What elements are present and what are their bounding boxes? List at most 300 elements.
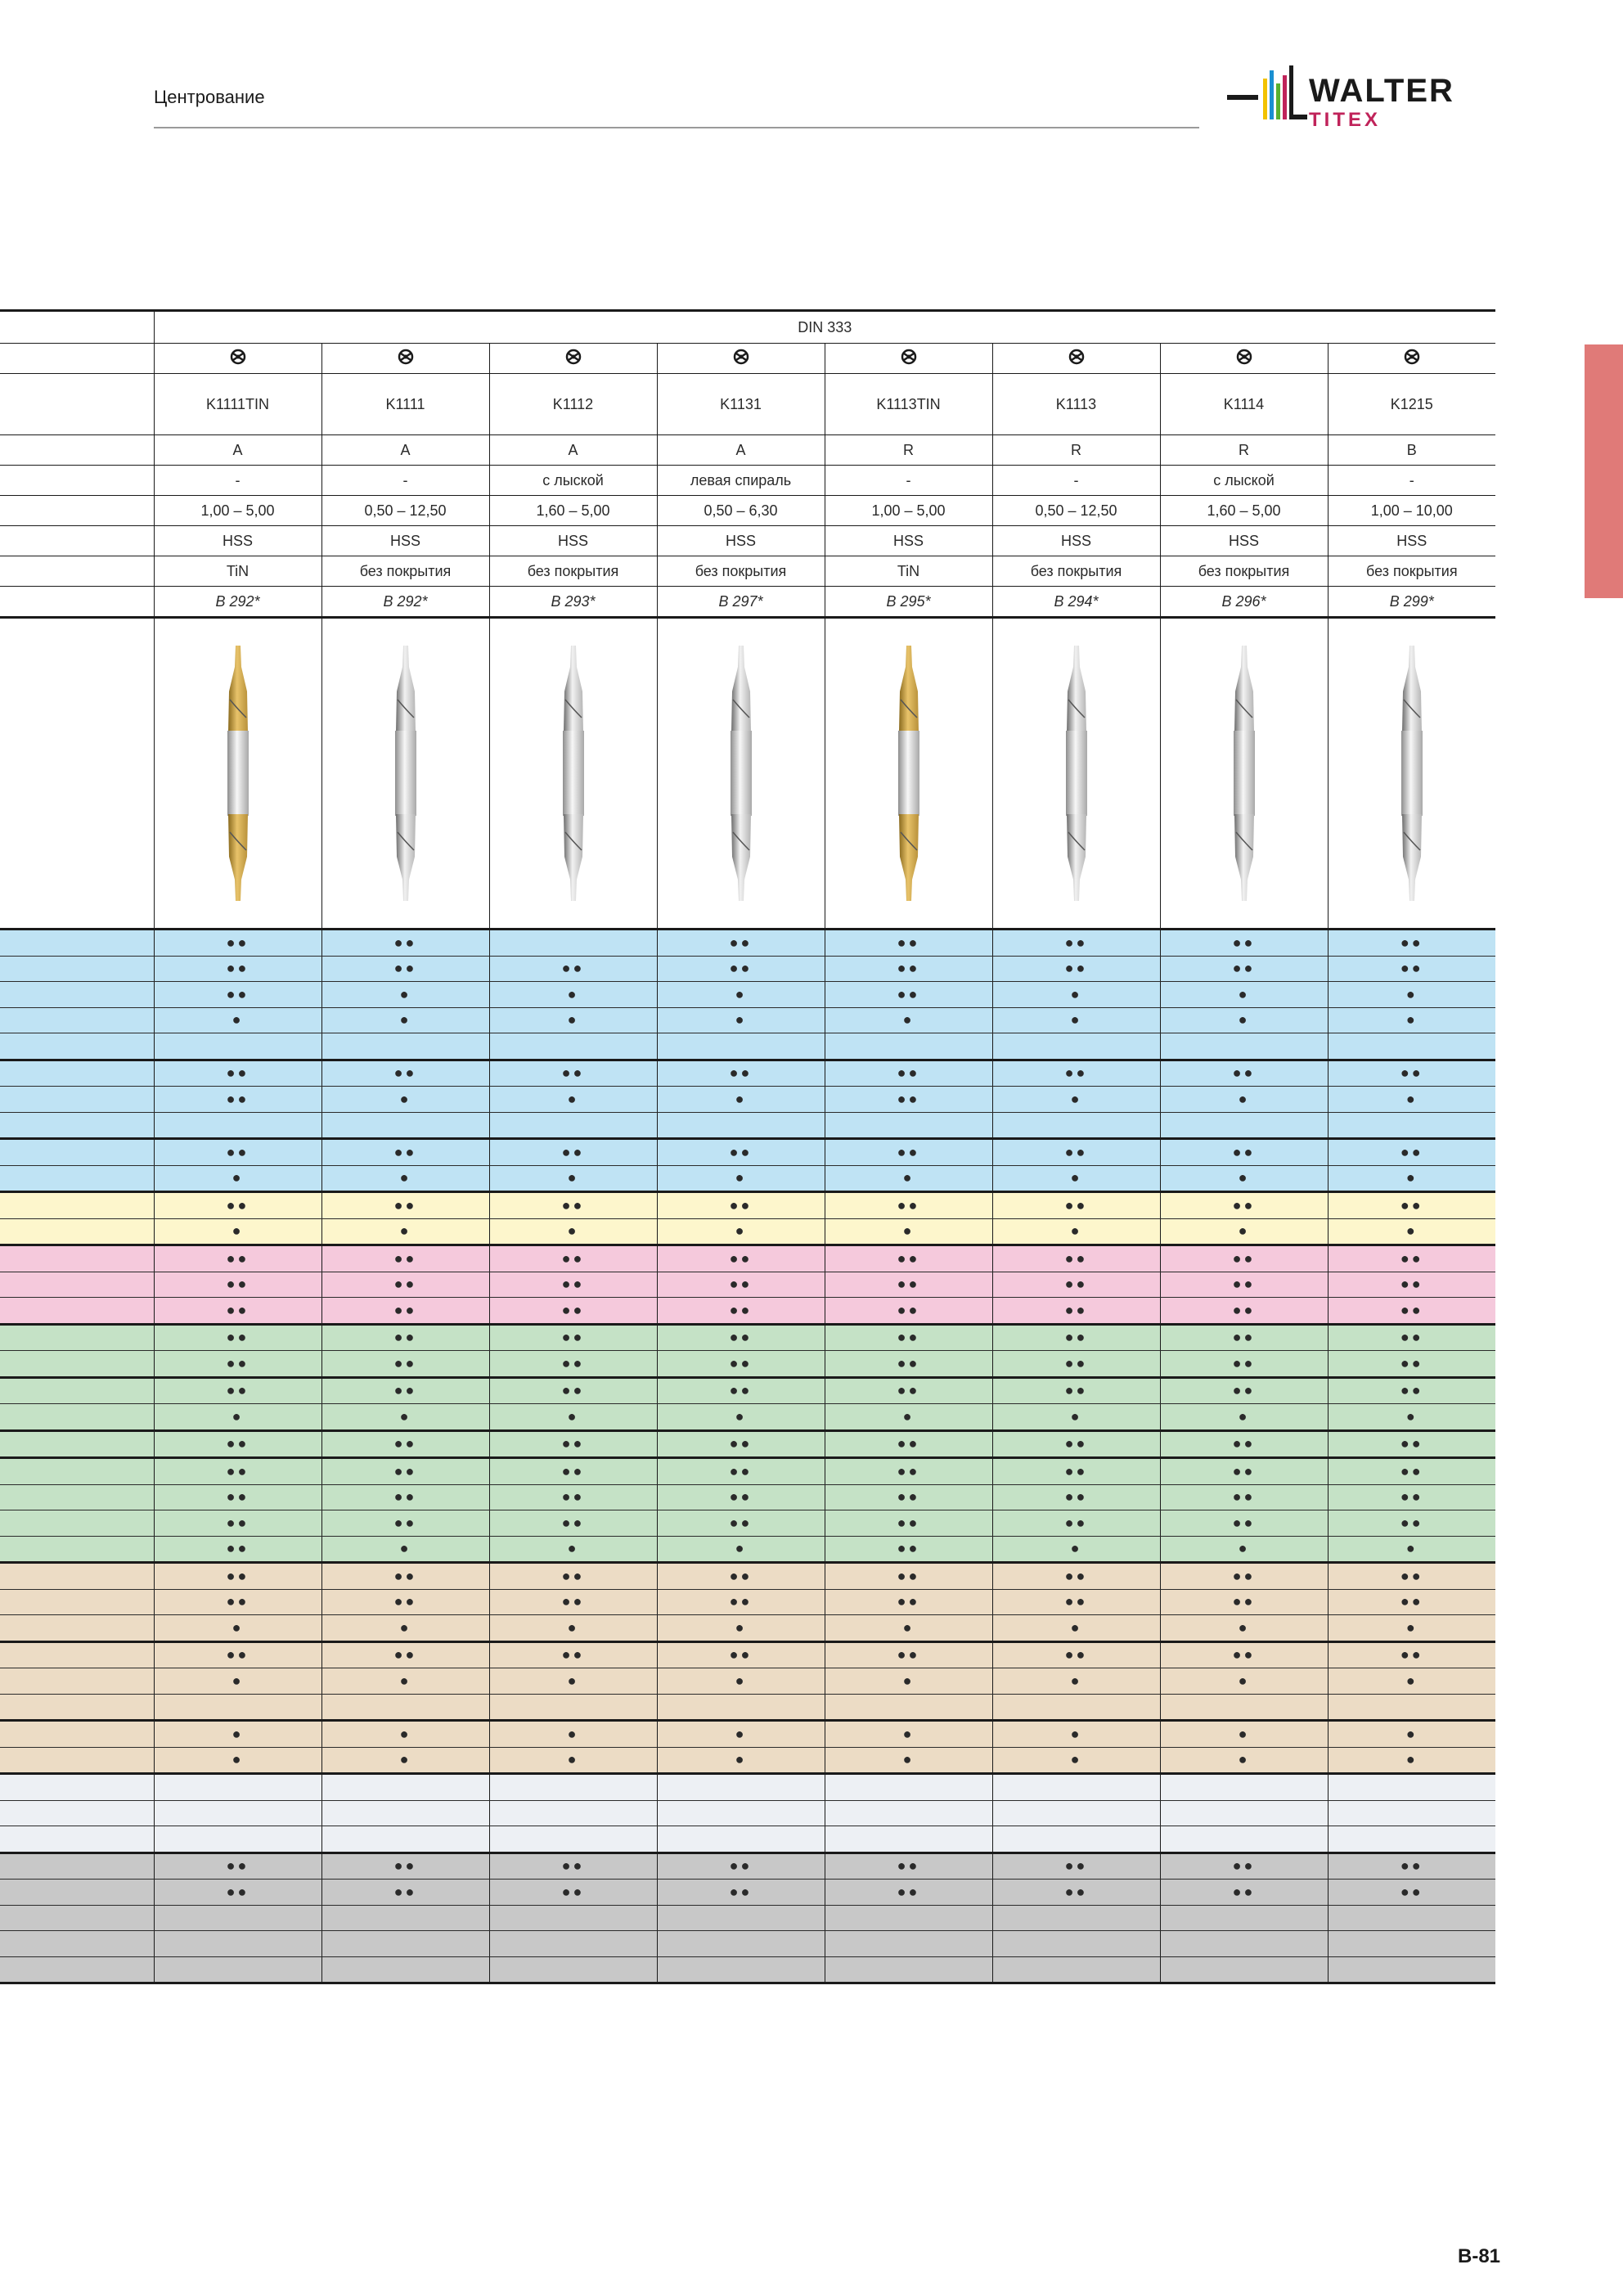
suitability-rating: [1160, 1112, 1328, 1139]
suitability-rating: ●: [1328, 1615, 1495, 1642]
suitability-rating: [1328, 1774, 1495, 1801]
suitability-rating: ●●: [825, 1589, 992, 1615]
material-row: [0, 1377, 1495, 1404]
row-label: [0, 1905, 154, 1931]
suitability-rating: ●: [489, 1404, 657, 1431]
catalog-ref[interactable]: B 299*: [1328, 587, 1495, 618]
suitability-rating: [489, 930, 657, 957]
suitability-rating: [1160, 1826, 1328, 1853]
suitability-rating: ●●: [1328, 1563, 1495, 1590]
material-row: [0, 1245, 1495, 1272]
suitability-rating: [825, 1112, 992, 1139]
material-row: [0, 1139, 1495, 1166]
suitability-rating: ●●: [154, 1324, 321, 1351]
row-label: [0, 1033, 154, 1060]
suitability-rating: [1328, 1905, 1495, 1931]
suitability-rating: ●●: [992, 1641, 1160, 1668]
catalog-ref[interactable]: B 297*: [657, 587, 825, 618]
suitability-rating: ●●: [154, 1060, 321, 1087]
row-label: [0, 1853, 154, 1880]
suitability-rating: [321, 1931, 489, 1957]
diameter-range: 1,60 – 5,00: [1160, 496, 1328, 526]
suitability-rating: ●: [825, 1721, 992, 1748]
drill-type-icon: [564, 349, 582, 365]
suitability-rating: ●●: [657, 1245, 825, 1272]
material-row: [0, 1218, 1495, 1245]
suitability-rating: ●●: [154, 1351, 321, 1378]
section-tab: [1585, 344, 1623, 598]
material-row: [0, 1192, 1495, 1219]
suitability-rating: ●: [1160, 982, 1328, 1008]
suitability-rating: ●●: [489, 1139, 657, 1166]
suitability-rating: [154, 1905, 321, 1931]
suitability-rating: [1328, 1826, 1495, 1853]
tool-material-row: [0, 526, 1495, 556]
suitability-rating: [825, 1774, 992, 1801]
tool-image-cell: [657, 618, 825, 930]
suitability-rating: ●: [154, 1668, 321, 1695]
suitability-rating: ●●: [154, 930, 321, 957]
row-label: [0, 1880, 154, 1906]
suitability-rating: ●●: [992, 1458, 1160, 1485]
suitability-rating: ●: [657, 1007, 825, 1033]
material-row: [0, 956, 1495, 982]
tool-coating: без покрытия: [992, 556, 1160, 587]
suitability-rating: ●●: [154, 1272, 321, 1298]
suitability-rating: ●: [992, 1218, 1160, 1245]
suitability-rating: ●●: [321, 1298, 489, 1325]
suitability-rating: ●●: [825, 1060, 992, 1087]
catalog-ref[interactable]: B 294*: [992, 587, 1160, 618]
suitability-rating: ●●: [657, 1192, 825, 1219]
suitability-rating: [657, 1033, 825, 1060]
center-drill-image: [214, 642, 263, 904]
tool-icon-cell: [489, 344, 657, 374]
suitability-rating: [489, 1931, 657, 1957]
suitability-rating: ●: [489, 982, 657, 1008]
suitability-rating: ●: [657, 982, 825, 1008]
catalog-ref[interactable]: B 295*: [825, 587, 992, 618]
suitability-rating: [657, 1112, 825, 1139]
suitability-rating: ●: [489, 1087, 657, 1113]
material-row: [0, 1087, 1495, 1113]
suitability-rating: ●●: [489, 1880, 657, 1906]
material-row: [0, 1694, 1495, 1721]
suitability-rating: ●●: [825, 982, 992, 1008]
tool-code: K1113TIN: [825, 374, 992, 435]
suitability-rating: ●●: [154, 1510, 321, 1537]
suitability-rating: ●●: [992, 956, 1160, 982]
suitability-rating: [1328, 1800, 1495, 1826]
material-row: [0, 1060, 1495, 1087]
center-drill-image: [717, 642, 766, 904]
material-row: [0, 1033, 1495, 1060]
suitability-rating: [154, 1694, 321, 1721]
catalog-ref[interactable]: B 292*: [321, 587, 489, 618]
material-row: [0, 1589, 1495, 1615]
suitability-rating: [657, 1694, 825, 1721]
suitability-rating: [321, 1956, 489, 1983]
material-row: [0, 1007, 1495, 1033]
suitability-rating: ●●: [992, 1298, 1160, 1325]
suitability-rating: ●●: [489, 1298, 657, 1325]
tool-form-row: [0, 435, 1495, 466]
material-row: [0, 1826, 1495, 1853]
suitability-rating: ●●: [154, 1641, 321, 1668]
suitability-rating: [321, 1905, 489, 1931]
suitability-rating: ●●: [657, 1484, 825, 1510]
material-row: [0, 1774, 1495, 1801]
tool-code: K1111TIN: [154, 374, 321, 435]
row-label: [0, 1218, 154, 1245]
suitability-rating: ●●: [489, 1377, 657, 1404]
suitability-rating: ●●: [1160, 1245, 1328, 1272]
suitability-rating: ●●: [321, 1351, 489, 1378]
tool-code-row: [0, 374, 1495, 435]
suitability-rating: ●: [657, 1536, 825, 1563]
tool-note: левая спираль: [657, 466, 825, 496]
suitability-rating: ●●: [825, 1324, 992, 1351]
catalog-ref[interactable]: B 296*: [1160, 587, 1328, 618]
row-label: [0, 1377, 154, 1404]
suitability-rating: ●●: [992, 1139, 1160, 1166]
tool-image-cell: [154, 618, 321, 930]
row-label: [0, 1721, 154, 1748]
suitability-rating: ●●: [1328, 1641, 1495, 1668]
suitability-rating: [825, 1956, 992, 1983]
suitability-rating: ●●: [321, 1458, 489, 1485]
suitability-rating: ●: [489, 1007, 657, 1033]
suitability-rating: ●●: [489, 1430, 657, 1458]
tool-form: B: [1328, 435, 1495, 466]
suitability-rating: ●●: [154, 1589, 321, 1615]
suitability-rating: ●●: [321, 1377, 489, 1404]
row-label: [0, 1430, 154, 1458]
row-label: [0, 1774, 154, 1801]
suitability-rating: ●: [657, 1721, 825, 1748]
suitability-rating: ●●: [657, 1880, 825, 1906]
suitability-rating: ●●: [489, 1641, 657, 1668]
header-divider: [154, 127, 1199, 128]
suitability-rating: ●●: [825, 956, 992, 982]
suitability-rating: ●●: [825, 1087, 992, 1113]
suitability-rating: ●●: [489, 956, 657, 982]
suitability-rating: ●●: [1160, 1641, 1328, 1668]
suitability-rating: [321, 1774, 489, 1801]
suitability-rating: [1328, 1033, 1495, 1060]
suitability-rating: [825, 1694, 992, 1721]
suitability-rating: [1160, 1774, 1328, 1801]
suitability-rating: [825, 1931, 992, 1957]
walter-titex-logo: [1227, 59, 1505, 137]
material-row: [0, 1668, 1495, 1695]
tool-coating: без покрытия: [1160, 556, 1328, 587]
tool-image-cell: [1328, 618, 1495, 930]
row-label: [0, 1165, 154, 1192]
suitability-rating: ●●: [1328, 1351, 1495, 1378]
catalog-ref[interactable]: B 293*: [489, 587, 657, 618]
suitability-rating: ●: [1160, 1668, 1328, 1695]
suitability-rating: ●●: [1160, 1589, 1328, 1615]
row-label: [0, 435, 154, 466]
suitability-rating: ●: [489, 1165, 657, 1192]
suitability-rating: ●●: [1328, 1853, 1495, 1880]
suitability-rating: ●●: [489, 1272, 657, 1298]
suitability-rating: ●: [1160, 1087, 1328, 1113]
suitability-rating: ●●: [1328, 1245, 1495, 1272]
tool-form: A: [489, 435, 657, 466]
suitability-rating: ●: [321, 982, 489, 1008]
row-label: [0, 1615, 154, 1642]
suitability-rating: ●●: [992, 930, 1160, 957]
suitability-rating: ●: [825, 1668, 992, 1695]
suitability-rating: ●●: [825, 1139, 992, 1166]
row-label: [0, 1747, 154, 1774]
suitability-rating: ●●: [154, 1880, 321, 1906]
suitability-rating: ●: [992, 1404, 1160, 1431]
suitability-rating: [489, 1956, 657, 1983]
row-label: [0, 618, 154, 930]
tool-note: с лыской: [489, 466, 657, 496]
suitability-rating: [489, 1694, 657, 1721]
suitability-rating: ●●: [825, 1192, 992, 1219]
suitability-rating: ●: [489, 1668, 657, 1695]
drill-type-icon: [732, 349, 750, 365]
suitability-rating: ●●: [657, 1272, 825, 1298]
suitability-rating: ●: [489, 1747, 657, 1774]
logo-titex-text: TITEX: [1309, 109, 1382, 131]
row-label: [0, 1112, 154, 1139]
suitability-rating: [992, 1905, 1160, 1931]
suitability-rating: ●: [1160, 1218, 1328, 1245]
material-row: [0, 1721, 1495, 1748]
suitability-rating: ●●: [154, 1298, 321, 1325]
row-label: [0, 1324, 154, 1351]
suitability-rating: [825, 1826, 992, 1853]
suitability-rating: [1160, 1033, 1328, 1060]
diameter-range: 1,00 – 10,00: [1328, 496, 1495, 526]
center-drill-image: [884, 642, 933, 904]
suitability-rating: ●●: [657, 1589, 825, 1615]
logo-walter-text: WALTER: [1309, 73, 1454, 109]
suitability-rating: ●●: [1160, 1060, 1328, 1087]
suitability-rating: ●●: [1160, 1563, 1328, 1590]
suitability-rating: ●●: [321, 1139, 489, 1166]
row-label: [0, 496, 154, 526]
suitability-rating: [825, 1800, 992, 1826]
suitability-rating: ●●: [992, 1324, 1160, 1351]
suitability-rating: ●: [992, 982, 1160, 1008]
suitability-rating: ●●: [321, 1510, 489, 1537]
suitability-rating: [154, 1033, 321, 1060]
center-drill-image: [1052, 642, 1101, 904]
suitability-rating: ●●: [489, 1245, 657, 1272]
suitability-rating: [992, 1033, 1160, 1060]
suitability-rating: ●●: [1328, 1510, 1495, 1537]
suitability-rating: ●●: [992, 1377, 1160, 1404]
tool-note: -: [154, 466, 321, 496]
row-label: [0, 526, 154, 556]
suitability-rating: [1328, 1956, 1495, 1983]
suitability-rating: ●●: [154, 1458, 321, 1485]
row-label: [0, 1694, 154, 1721]
suitability-rating: [321, 1033, 489, 1060]
material-row: [0, 1615, 1495, 1642]
tool-material: HSS: [489, 526, 657, 556]
suitability-rating: ●●: [992, 1245, 1160, 1272]
page-header-title: Центрование: [154, 87, 265, 107]
suitability-rating: ●●: [992, 1060, 1160, 1087]
suitability-rating: ●●: [657, 1298, 825, 1325]
tool-coating-row: [0, 556, 1495, 587]
suitability-rating: ●: [1160, 1165, 1328, 1192]
suitability-rating: ●●: [1160, 1430, 1328, 1458]
material-row: [0, 930, 1495, 957]
suitability-rating: [825, 1033, 992, 1060]
suitability-rating: ●●: [489, 1324, 657, 1351]
row-label: [0, 1060, 154, 1087]
row-label: [0, 956, 154, 982]
tool-material: HSS: [321, 526, 489, 556]
row-label: [0, 1404, 154, 1431]
suitability-rating: ●: [321, 1007, 489, 1033]
suitability-rating: ●: [657, 1668, 825, 1695]
drill-type-icon: [1068, 349, 1086, 365]
tool-note: -: [321, 466, 489, 496]
drill-type-icon: [900, 349, 918, 365]
suitability-rating: ●●: [154, 1536, 321, 1563]
suitability-rating: ●●: [321, 956, 489, 982]
suitability-rating: ●●: [1160, 1853, 1328, 1880]
tool-icon-cell: [1328, 344, 1495, 374]
row-label: [0, 344, 154, 374]
suitability-rating: ●: [825, 1615, 992, 1642]
tool-note: с лыской: [1160, 466, 1328, 496]
suitability-rating: ●●: [1328, 956, 1495, 982]
row-label: [0, 1351, 154, 1378]
row-label: [0, 311, 154, 344]
suitability-rating: [1160, 1956, 1328, 1983]
suitability-rating: [1328, 1112, 1495, 1139]
suitability-rating: [657, 1905, 825, 1931]
suitability-rating: [154, 1826, 321, 1853]
suitability-rating: ●●: [489, 1510, 657, 1537]
suitability-rating: [489, 1826, 657, 1853]
suitability-rating: ●: [1328, 1087, 1495, 1113]
suitability-rating: ●●: [1160, 1324, 1328, 1351]
suitability-rating: [321, 1694, 489, 1721]
suitability-rating: [154, 1931, 321, 1957]
suitability-rating: ●: [1328, 1721, 1495, 1748]
material-row: [0, 1324, 1495, 1351]
tool-code: K1131: [657, 374, 825, 435]
suitability-rating: [992, 1956, 1160, 1983]
page-number: B-81: [1458, 2245, 1501, 2267]
tool-note: -: [825, 466, 992, 496]
row-label: [0, 1510, 154, 1537]
suitability-rating: ●: [321, 1404, 489, 1431]
catalog-ref[interactable]: B 292*: [154, 587, 321, 618]
suitability-rating: ●●: [1328, 1272, 1495, 1298]
tool-form: A: [657, 435, 825, 466]
suitability-rating: ●●: [657, 1458, 825, 1485]
suitability-rating: ●●: [992, 1880, 1160, 1906]
suitability-rating: ●●: [1160, 1880, 1328, 1906]
suitability-rating: ●●: [1328, 1458, 1495, 1485]
tool-note: -: [992, 466, 1160, 496]
diameter-range: 0,50 – 12,50: [992, 496, 1160, 526]
tool-form: A: [154, 435, 321, 466]
suitability-rating: [1160, 1905, 1328, 1931]
suitability-rating: ●●: [825, 1298, 992, 1325]
suitability-rating: ●●: [825, 1272, 992, 1298]
suitability-rating: ●●: [489, 1192, 657, 1219]
suitability-rating: ●●: [321, 1192, 489, 1219]
suitability-rating: ●●: [321, 1272, 489, 1298]
drill-type-icon: [1403, 349, 1421, 365]
drill-type-icon: [229, 349, 247, 365]
row-label: [0, 1668, 154, 1695]
suitability-rating: ●: [992, 1668, 1160, 1695]
suitability-rating: ●: [825, 1165, 992, 1192]
suitability-rating: ●●: [321, 1853, 489, 1880]
suitability-rating: ●●: [489, 1484, 657, 1510]
tool-material: HSS: [1328, 526, 1495, 556]
suitability-rating: ●: [825, 1747, 992, 1774]
suitability-rating: ●●: [1160, 1298, 1328, 1325]
suitability-rating: [825, 1905, 992, 1931]
drill-type-icon: [397, 349, 415, 365]
suitability-rating: ●: [321, 1165, 489, 1192]
catalog-ref-row: [0, 587, 1495, 618]
tool-code: K1114: [1160, 374, 1328, 435]
row-label: [0, 1245, 154, 1272]
row-label: [0, 1800, 154, 1826]
icon-row: [0, 344, 1495, 374]
suitability-rating: [489, 1800, 657, 1826]
suitability-rating: ●: [1160, 1007, 1328, 1033]
row-label: [0, 466, 154, 496]
suitability-rating: ●: [657, 1615, 825, 1642]
suitability-rating: ●●: [154, 982, 321, 1008]
tool-icon-cell: [321, 344, 489, 374]
suitability-rating: ●●: [657, 1139, 825, 1166]
suitability-rating: ●: [1160, 1404, 1328, 1431]
material-row: [0, 1536, 1495, 1563]
tool-image-row: [0, 618, 1495, 930]
suitability-rating: ●●: [992, 1589, 1160, 1615]
suitability-rating: ●●: [657, 1510, 825, 1537]
suitability-rating: ●: [657, 1747, 825, 1774]
suitability-rating: ●●: [657, 956, 825, 982]
suitability-rating: ●: [489, 1218, 657, 1245]
material-row: [0, 1298, 1495, 1325]
suitability-rating: ●: [1328, 1668, 1495, 1695]
suitability-rating: ●: [321, 1218, 489, 1245]
suitability-rating: ●: [1328, 1165, 1495, 1192]
row-label: [0, 982, 154, 1008]
diameter-range: 0,50 – 6,30: [657, 496, 825, 526]
suitability-rating: ●: [321, 1615, 489, 1642]
suitability-rating: ●●: [1328, 1060, 1495, 1087]
suitability-rating: ●: [657, 1087, 825, 1113]
suitability-rating: ●●: [825, 1641, 992, 1668]
material-row: [0, 1747, 1495, 1774]
suitability-rating: ●●: [489, 1853, 657, 1880]
suitability-rating: ●: [1160, 1536, 1328, 1563]
tool-note: -: [1328, 466, 1495, 496]
row-label: [0, 1139, 154, 1166]
